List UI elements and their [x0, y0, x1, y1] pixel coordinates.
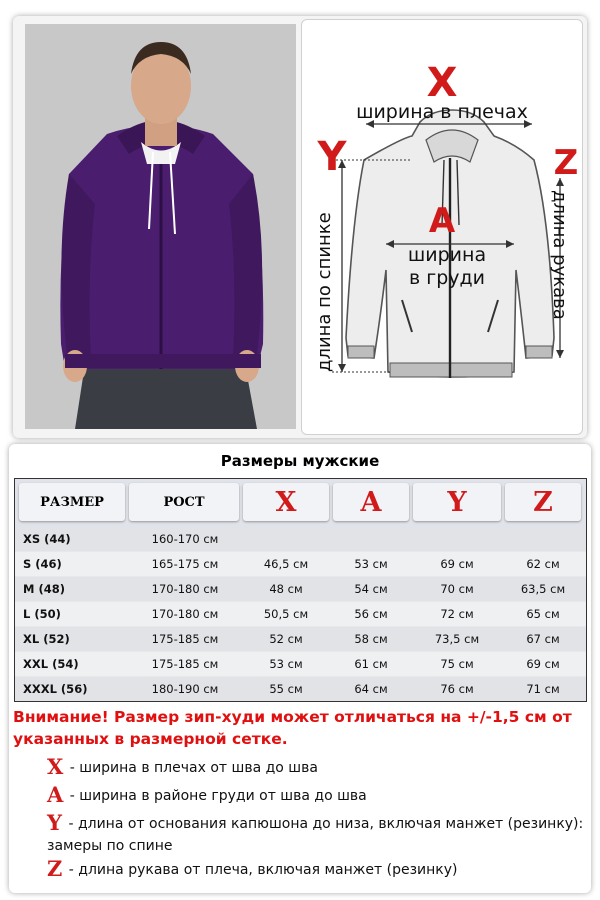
size-warning: Внимание! Размер зип-худи может отличаться на +/-1,5 см от указанных в размерной сетке. — [13, 708, 572, 748]
legend-letter-a: A — [47, 782, 64, 807]
cell-x: 53 см — [269, 657, 303, 671]
legend-letter-z: Z — [47, 856, 63, 881]
cell-size: S (46) — [23, 557, 62, 571]
cell-x — [243, 527, 329, 551]
cell-height: 165-175 см — [151, 557, 219, 571]
cell-a: 64 см — [354, 682, 388, 696]
cell-a: 56 см — [354, 607, 388, 621]
table-row — [15, 527, 586, 551]
cell-size: XL (52) — [23, 632, 70, 646]
back-length-caption: длина по спинке — [314, 212, 335, 372]
cell-y: 73,5 см — [434, 632, 480, 646]
table-row — [15, 627, 586, 651]
cell-x: 48 см — [269, 582, 303, 596]
table-row — [15, 602, 586, 626]
cell-size: XXL (54) — [23, 657, 79, 671]
legend-item-a — [47, 784, 587, 807]
cell-z: 69 см — [526, 657, 560, 671]
sleeve-length-caption: длина рукава — [549, 190, 570, 320]
legend-text-a: - ширина в районе груди от шва до шва — [69, 788, 367, 804]
chest-width-caption-line2: в груди — [408, 267, 486, 289]
cell-z: 62 см — [526, 557, 560, 571]
legend-item-z — [47, 858, 587, 881]
size-table — [14, 478, 587, 702]
legend-text-y: - длина от основания капюшона до низа, включая манжет (резинку): замеры по спине — [47, 816, 584, 854]
cell-y: 69 см — [440, 557, 474, 571]
cell-size: L (50) — [23, 607, 61, 621]
cell-y: 75 см — [440, 657, 474, 671]
legend-text-x: - ширина в плечах от шва до шва — [69, 760, 318, 776]
legend-text-z: - длина рукава от плеча, включая манжет (резинку) — [68, 862, 458, 878]
cell-z: 67 см — [526, 632, 560, 646]
cell-z — [505, 527, 581, 551]
cell-height: 160-170 см — [151, 532, 219, 546]
cell-height: 175-185 см — [151, 632, 219, 646]
cell-x: 52 см — [269, 632, 303, 646]
table-title: Размеры мужские — [220, 452, 380, 470]
table-row — [15, 552, 586, 576]
cell-size: M (48) — [23, 582, 65, 596]
cell-a: 53 см — [354, 557, 388, 571]
cell-a: 58 см — [354, 632, 388, 646]
table-header — [15, 479, 586, 528]
header-y: Y — [413, 483, 501, 521]
cell-a: 54 см — [354, 582, 388, 596]
header-x: X — [243, 483, 329, 521]
header-z: Z — [505, 483, 581, 521]
cell-height: 170-180 см — [151, 582, 219, 596]
label-a: A — [428, 201, 456, 241]
size-chart-card — [9, 444, 591, 893]
legend-item-y — [47, 812, 587, 857]
cell-size: XS (44) — [23, 532, 71, 546]
cell-z: 65 см — [526, 607, 560, 621]
legend-letter-y: Y — [47, 810, 62, 835]
label-z: Z — [553, 143, 579, 183]
label-y: Y — [317, 134, 347, 180]
shoulder-width-caption: ширина в плечах — [356, 101, 528, 123]
cell-z: 71 см — [526, 682, 560, 696]
cell-y: 76 см — [440, 682, 474, 696]
cell-y: 72 см — [440, 607, 474, 621]
chest-width-caption-line1: ширина — [407, 244, 487, 266]
header-size: РАЗМЕР — [19, 483, 125, 521]
cell-y: 70 см — [440, 582, 474, 596]
cell-height: 170-180 см — [151, 607, 219, 621]
cell-z: 63,5 см — [520, 582, 566, 596]
legend-letter-x: X — [47, 754, 64, 779]
header-a: A — [333, 483, 409, 521]
legend-item-x — [47, 756, 587, 779]
cell-height: 180-190 см — [151, 682, 219, 696]
table-row — [15, 577, 586, 601]
cell-size: XXXL (56) — [23, 682, 88, 696]
cell-y — [413, 527, 501, 551]
measurement-diagram — [301, 19, 583, 435]
label-x: X — [426, 60, 458, 106]
product-illustration-card — [13, 16, 587, 438]
cell-x: 50,5 см — [263, 607, 309, 621]
hoodie-measurement-diagram — [302, 20, 582, 434]
cell-a: 61 см — [354, 657, 388, 671]
cell-x: 46,5 см — [263, 557, 309, 571]
header-height: РОСТ — [129, 483, 239, 521]
model-photo — [25, 24, 296, 429]
model-in-purple-hoodie-image — [25, 24, 296, 429]
cell-x: 55 см — [269, 682, 303, 696]
table-row — [15, 677, 586, 701]
table-row — [15, 652, 586, 676]
cell-height: 175-185 см — [151, 657, 219, 671]
cell-a — [333, 527, 409, 551]
